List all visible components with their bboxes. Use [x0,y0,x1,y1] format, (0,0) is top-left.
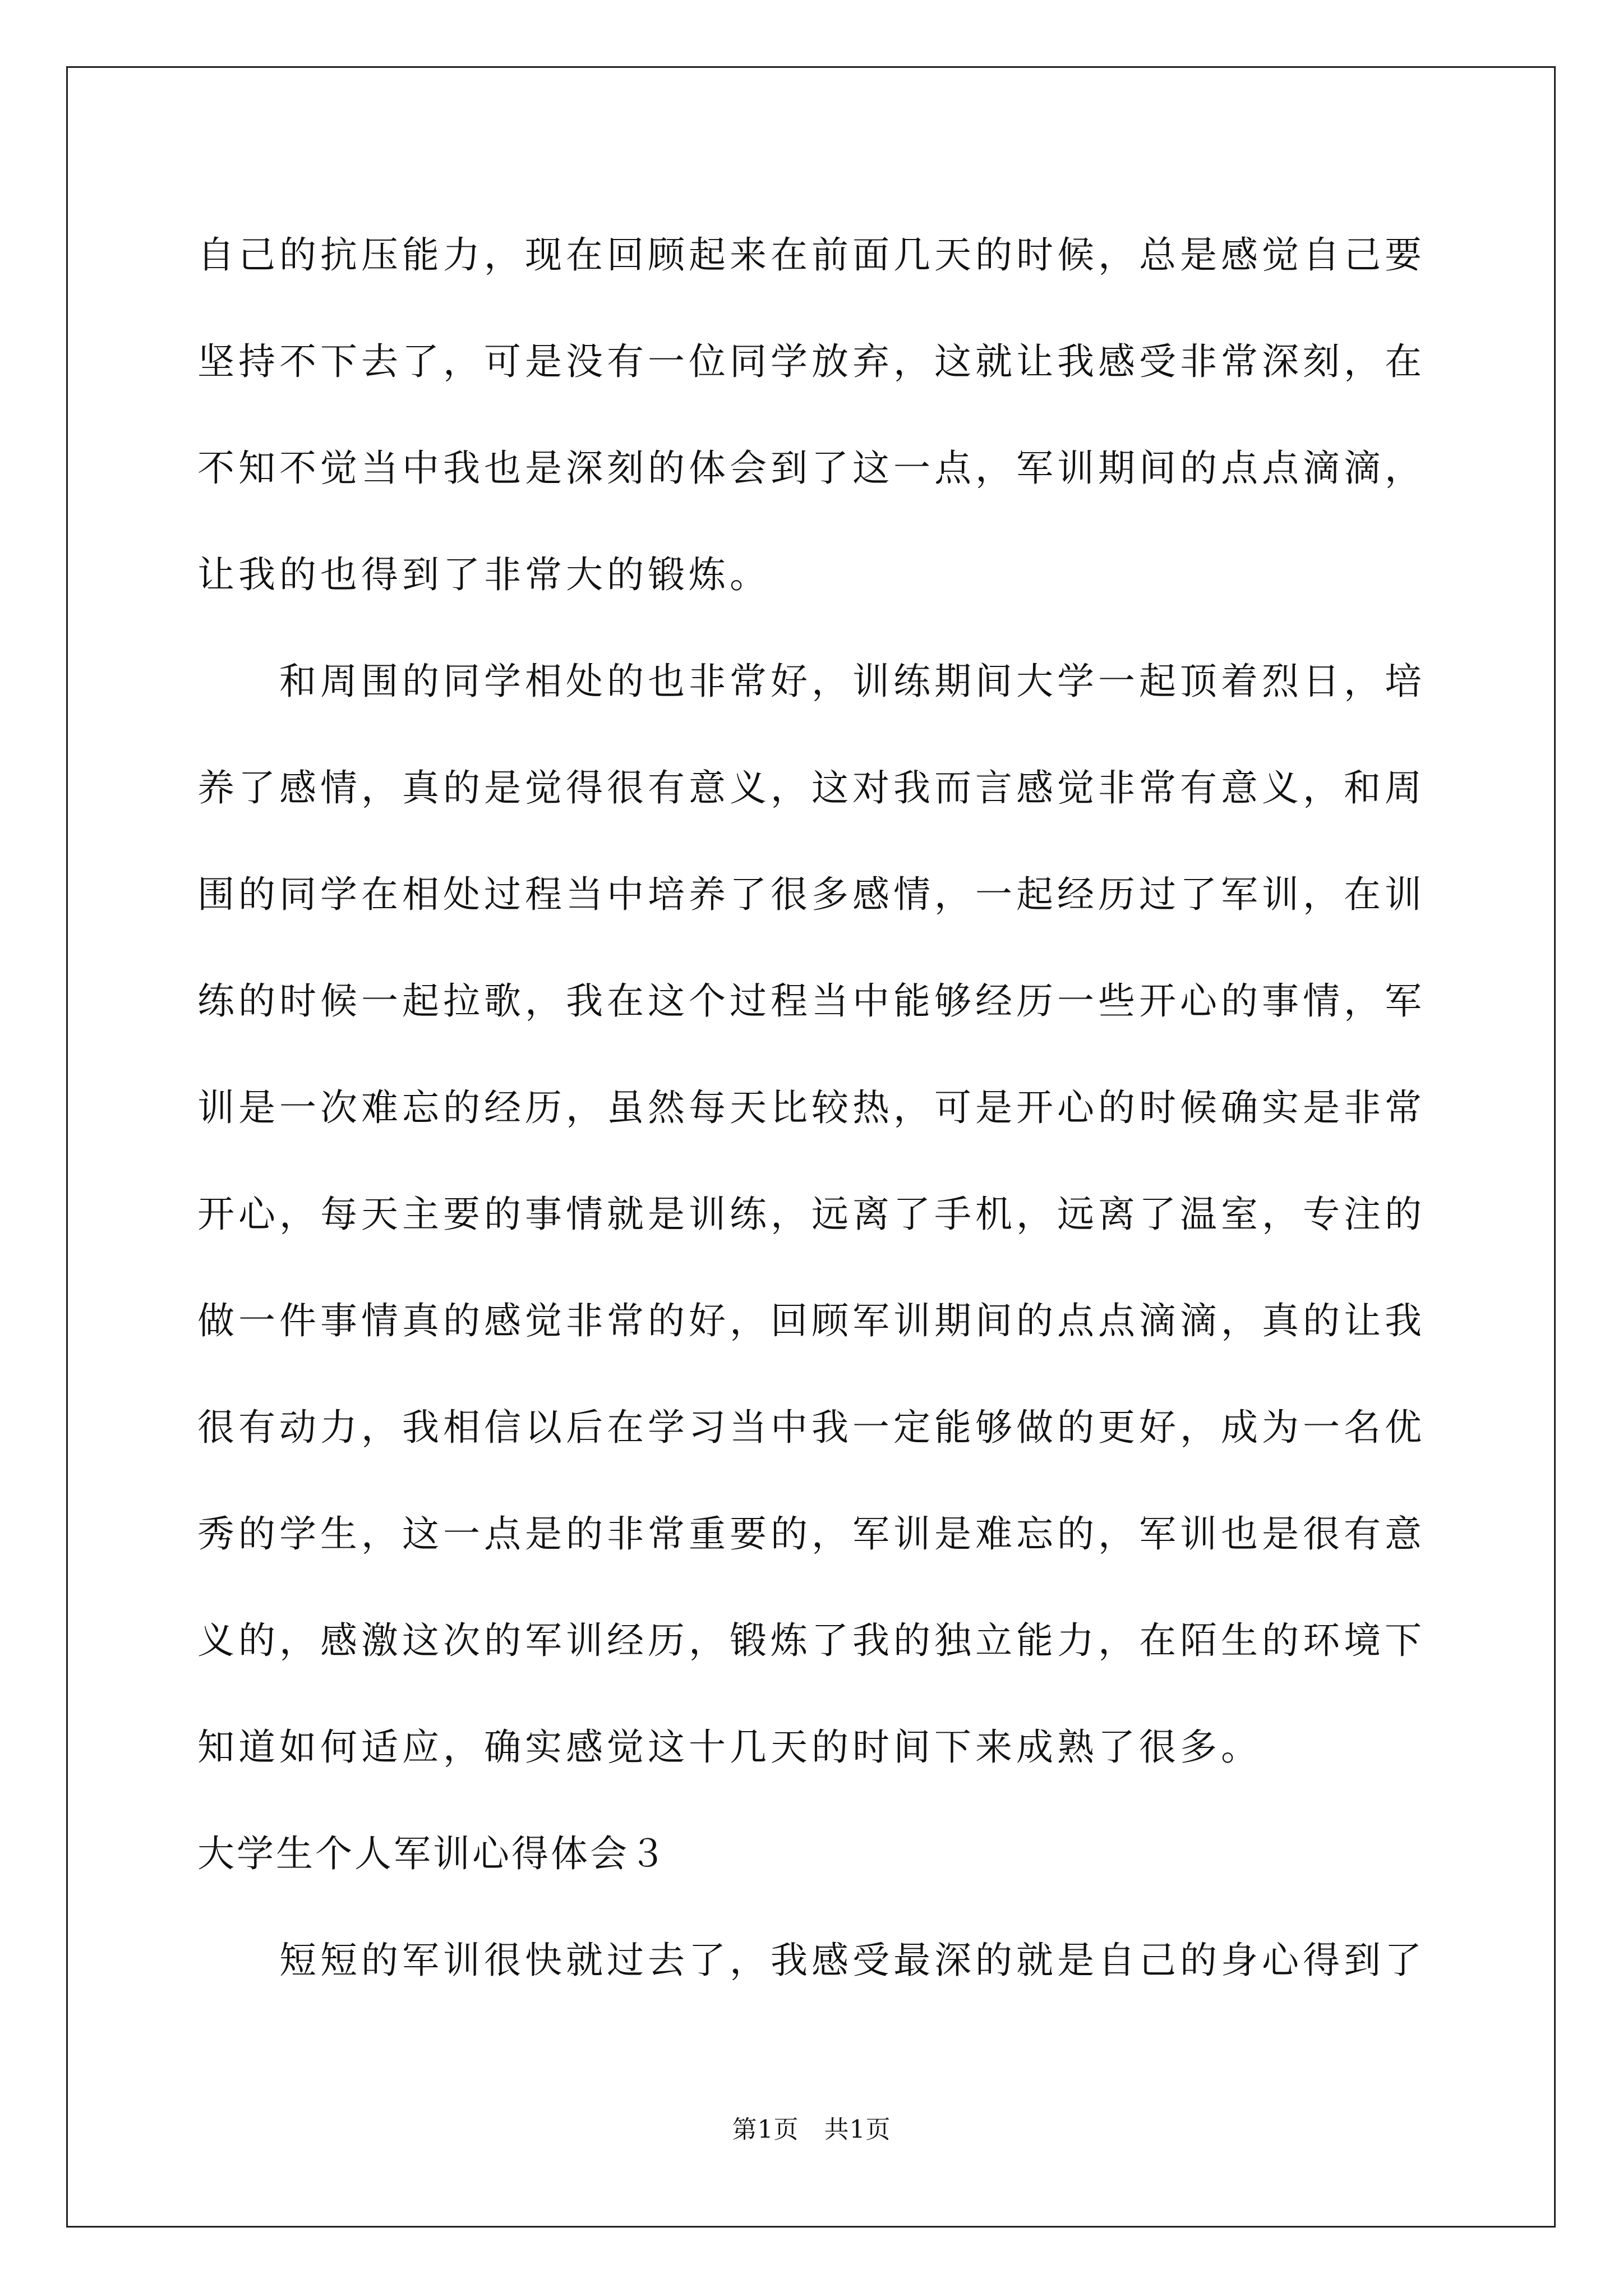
text-line: 围的同学在相处过程当中培养了很多感情，一起经历过了军训，在训 [197,873,1426,916]
paragraph-start-line: 短短的军训很快就过去了，我感受最深的就是自己的身心得到了 [197,1939,1426,1982]
text-line: 练的时候一起拉歌，我在这个过程当中能够经历一些开心的事情，军 [197,979,1426,1023]
text-line: 很有动力，我相信以后在学习当中我一定能够做的更好，成为一名优 [197,1406,1426,1449]
document-body [197,202,1431,2014]
text-line: 知道如何适应，确实感觉这十几天的时间下来成熟了很多。 [197,1726,1262,1769]
text-line: 不知不觉当中我也是深刻的体会到了这一点，军训期间的点点滴滴， [197,447,1426,490]
text-line: 秀的学生，这一点是的非常重要的，军训是难忘的，军训也是很有意 [197,1512,1426,1556]
text-line: 养了感情，真的是觉得很有意义，这对我而言感觉非常有意义，和周 [197,766,1426,809]
text-line: 训是一次难忘的经历，虽然每天比较热，可是开心的时候确实是非常 [197,1086,1426,1129]
text-line: 做一件事情真的感觉非常的好，回顾军训期间的点点滴滴，真的让我 [197,1299,1426,1342]
page-footer: 第1页 共1页 [732,2115,891,2144]
text-line: 坚持不下去了，可是没有一位同学放弃，这就让我感受非常深刻，在 [197,340,1426,383]
paragraph-start-line: 和周围的同学相处的也非常好，训练期间大学一起顶着烈日，培 [197,660,1426,703]
section-heading: 大学生个人军训心得体会３ [197,1832,668,1875]
text-line: 自己的抗压能力，现在回顾起来在前面几天的时候，总是感觉自己要 [197,233,1426,277]
text-line: 义的，感激这次的军训经历，锻炼了我的独立能力，在陌生的环境下 [197,1619,1426,1662]
text-line: 开心，每天主要的事情就是训练，远离了手机，远离了温室，专注的 [197,1193,1426,1236]
text-line: 让我的也得到了非常大的锻炼。 [197,553,771,596]
